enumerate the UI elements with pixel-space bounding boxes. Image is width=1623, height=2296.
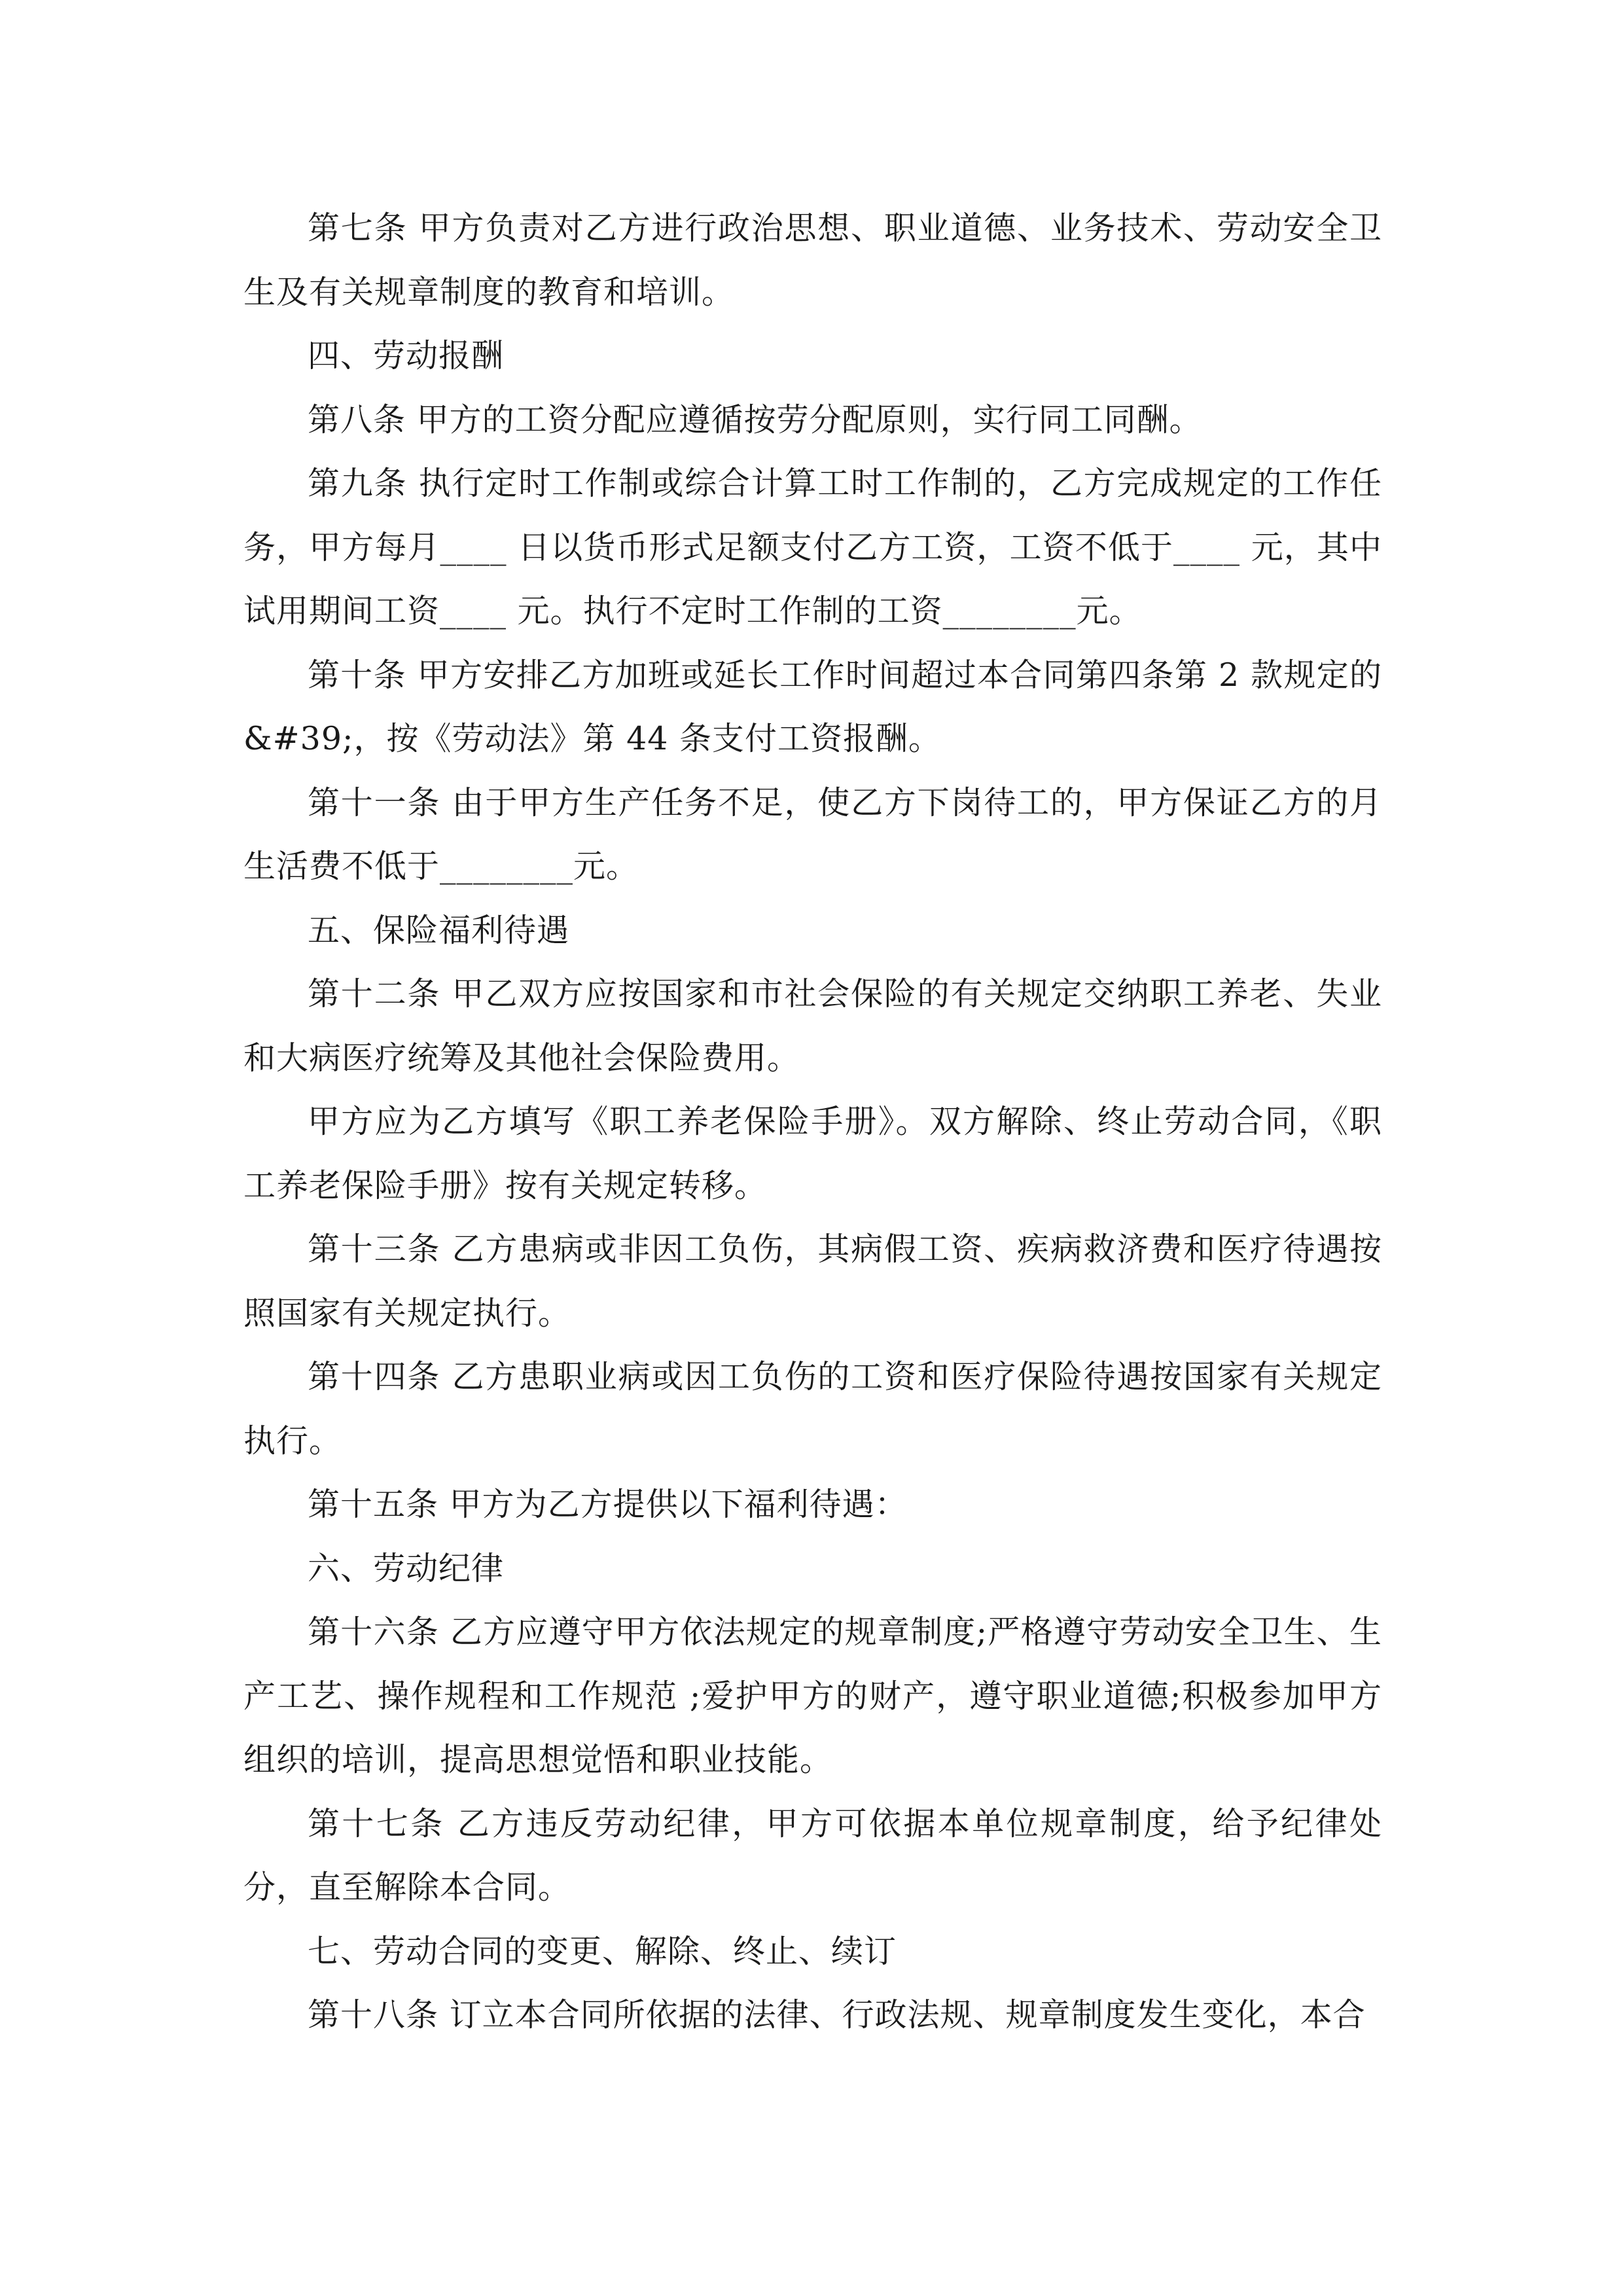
clause-7: 第七条 甲方负责对乙方进行政治思想、职业道德、业务技术、劳动安全卫生及有关规章制度的教育和培训。 [243, 209, 1382, 311]
clause-17: 第十七条 乙方违反劳动纪律，甲方可依据本单位规章制度，给予纪律处分，直至解除本合同。 [243, 1804, 1382, 1906]
section-heading-insurance: 五、保险福利待遇 [308, 911, 570, 949]
clause-12: 第十二条 甲乙双方应按国家和市社会保险的有关规定交纳职工养老、失业和大病医疗统筹及其他社会保险费用。 [243, 975, 1382, 1077]
document-body [243, 196, 1382, 2047]
clause-14: 第十四条 乙方患职业病或因工负伤的工资和医疗保险待遇按国家有关规定执行。 [243, 1358, 1382, 1460]
clause-12-continued: 甲方应为乙方填写《职工养老保险手册》。双方解除、终止劳动合同，《职工养老保险手册》按有关规定转移。 [243, 1103, 1382, 1204]
clause-18: 第十八条 订立本合同所依据的法律、行政法规、规章制度发生变化，本合 [308, 1996, 1366, 2034]
clause-11: 第十一条 由于甲方生产任务不足，使乙方下岗待工的，甲方保证乙方的月生活费不低于________元。 [243, 783, 1382, 885]
clause-13: 第十三条 乙方患病或非因工负伤，其病假工资、疾病救济费和医疗待遇按照国家有关规定执行。 [243, 1230, 1382, 1332]
section-heading-contract-changes: 七、劳动合同的变更、解除、终止、续订 [308, 1932, 897, 1970]
clause-15: 第十五条 甲方为乙方提供以下福利待遇： [308, 1486, 908, 1523]
clause-9: 第九条 执行定时工作制或综合计算工时工作制的，乙方完成规定的工作任务，甲方每月____ 日以货币形式足额支付乙方工资，工资不低于____ 元，其中试用期间工资____ 元。执行不定时工作制的工资________元。 [243, 465, 1382, 630]
clause-8: 第八条 甲方的工资分配应遵循按劳分配原则，实行同工同酬。 [308, 401, 1202, 439]
clause-10: 第十条 甲方安排乙方加班或延长工作时间超过本合同第四条第 2 款规定的&#39;，按《劳动法》第 44 条支付工资报酬。 [243, 656, 1382, 757]
section-heading-discipline: 六、劳动纪律 [308, 1549, 505, 1587]
section-heading-remuneration: 四、劳动报酬 [308, 337, 505, 374]
clause-16: 第十六条 乙方应遵守甲方依法规定的规章制度;严格遵守劳动安全卫生、生产工艺、操作规程和工作规范 ;爱护甲方的财产，遵守职业道德;积极参加甲方组织的培训，提高思想觉悟和职业技能。 [243, 1613, 1382, 1778]
